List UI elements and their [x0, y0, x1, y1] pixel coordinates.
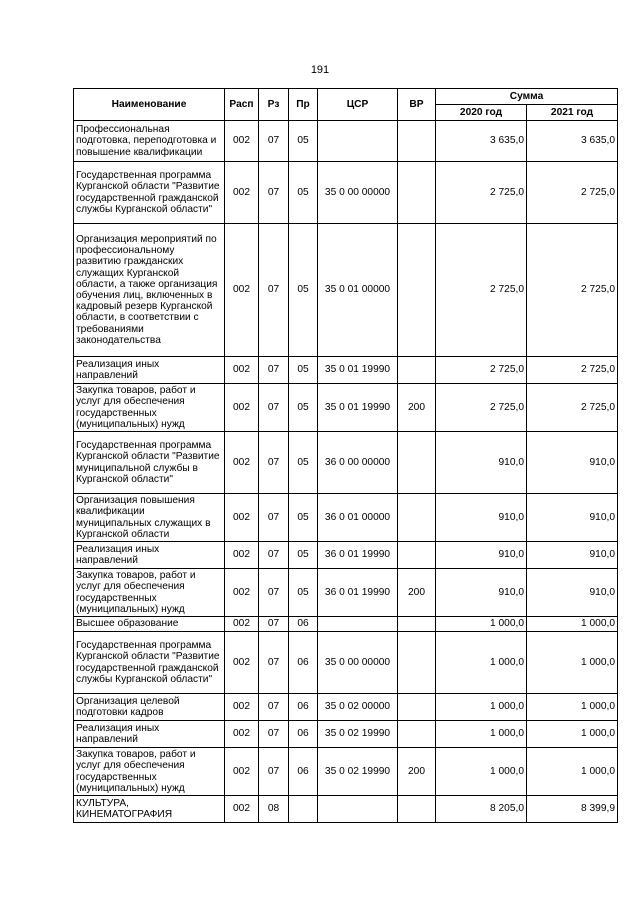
row-rasp: 002	[225, 432, 259, 494]
row-sum-2021: 910,0	[527, 569, 618, 617]
row-sum-2020: 2 725,0	[436, 357, 527, 384]
row-pr: 06	[289, 721, 318, 748]
row-rz: 07	[259, 224, 289, 357]
row-name: Государственная программа Курганской области "Развитие муниципальной службы в Курганской области"	[74, 432, 225, 494]
header-csr: ЦСР	[318, 89, 398, 121]
row-csr: 35 0 01 19990	[318, 357, 398, 384]
row-sum-2020: 910,0	[436, 542, 527, 569]
row-sum-2020: 1 000,0	[436, 632, 527, 694]
row-vr: 200	[398, 384, 436, 432]
row-csr: 35 0 02 00000	[318, 694, 398, 721]
row-sum-2021: 3 635,0	[527, 121, 618, 162]
row-name: Организация целевой подготовки кадров	[74, 694, 225, 721]
budget-table	[73, 88, 618, 823]
row-sum-2020: 2 725,0	[436, 384, 527, 432]
table-row	[74, 694, 618, 721]
row-rz: 07	[259, 721, 289, 748]
row-csr	[318, 121, 398, 162]
row-vr: 200	[398, 748, 436, 796]
row-sum-2020: 2 725,0	[436, 224, 527, 357]
row-vr	[398, 632, 436, 694]
row-csr: 36 0 01 00000	[318, 494, 398, 542]
row-pr: 06	[289, 617, 318, 632]
row-sum-2021: 910,0	[527, 542, 618, 569]
table-row	[74, 632, 618, 694]
row-sum-2021: 1 000,0	[527, 748, 618, 796]
row-sum-2020: 1 000,0	[436, 721, 527, 748]
table-row	[74, 569, 618, 617]
row-pr: 05	[289, 162, 318, 224]
header-name: Наименование	[74, 89, 225, 121]
row-pr	[289, 796, 318, 823]
row-name: Закупка товаров, работ и услуг для обеспечения государственных (муниципальных) нужд	[74, 384, 225, 432]
row-rz: 07	[259, 494, 289, 542]
table-row	[74, 162, 618, 224]
header-rasp: Расп	[225, 89, 259, 121]
row-sum-2020: 2 725,0	[436, 162, 527, 224]
header-year-2021: 2021 год	[527, 105, 618, 121]
row-name: Реализация иных направлений	[74, 721, 225, 748]
row-vr	[398, 494, 436, 542]
row-sum-2020: 1 000,0	[436, 694, 527, 721]
row-rz: 07	[259, 162, 289, 224]
row-sum-2021: 8 399,9	[527, 796, 618, 823]
row-pr: 05	[289, 384, 318, 432]
row-pr: 05	[289, 357, 318, 384]
row-rasp: 002	[225, 542, 259, 569]
row-rasp: 002	[225, 721, 259, 748]
table-row	[74, 384, 618, 432]
row-rz: 07	[259, 432, 289, 494]
row-pr: 06	[289, 632, 318, 694]
row-name: Государственная программа Курганской области "Развитие государственной гражданской службы Курганской области"	[74, 632, 225, 694]
row-rasp: 002	[225, 494, 259, 542]
table-row	[74, 748, 618, 796]
row-csr: 35 0 01 19990	[318, 384, 398, 432]
page-number: 191	[310, 64, 330, 76]
row-sum-2021: 1 000,0	[527, 694, 618, 721]
row-pr: 05	[289, 569, 318, 617]
table-row	[74, 494, 618, 542]
row-sum-2021: 2 725,0	[527, 357, 618, 384]
row-vr	[398, 224, 436, 357]
row-name: Высшее образование	[74, 617, 225, 632]
header-rz: Рз	[259, 89, 289, 121]
table-row	[74, 121, 618, 162]
row-rasp: 002	[225, 162, 259, 224]
header-row	[74, 89, 618, 105]
table-row	[74, 617, 618, 632]
row-name: Профессиональная подготовка, переподготовка и повышение квалификации	[74, 121, 225, 162]
row-name: КУЛЬТУРА, КИНЕМАТОГРАФИЯ	[74, 796, 225, 823]
header-sum: Сумма	[436, 89, 618, 105]
row-vr: 200	[398, 569, 436, 617]
row-sum-2020: 8 205,0	[436, 796, 527, 823]
row-sum-2021: 2 725,0	[527, 384, 618, 432]
row-csr: 36 0 00 00000	[318, 432, 398, 494]
row-csr: 36 0 01 19990	[318, 569, 398, 617]
row-name: Закупка товаров, работ и услуг для обеспечения государственных (муниципальных) нужд	[74, 569, 225, 617]
row-sum-2021: 1 000,0	[527, 721, 618, 748]
row-pr: 06	[289, 748, 318, 796]
row-vr	[398, 357, 436, 384]
row-sum-2021: 1 000,0	[527, 617, 618, 632]
row-rz: 07	[259, 748, 289, 796]
row-name: Закупка товаров, работ и услуг для обеспечения государственных (муниципальных) нужд	[74, 748, 225, 796]
row-sum-2020: 1 000,0	[436, 617, 527, 632]
row-vr	[398, 617, 436, 632]
table-row	[74, 432, 618, 494]
row-vr	[398, 162, 436, 224]
row-rz: 08	[259, 796, 289, 823]
row-vr	[398, 694, 436, 721]
row-sum-2020: 910,0	[436, 569, 527, 617]
row-rasp: 002	[225, 121, 259, 162]
row-csr	[318, 617, 398, 632]
row-rasp: 002	[225, 617, 259, 632]
row-name: Государственная программа Курганской области "Развитие государственной гражданской службы Курганской области"	[74, 162, 225, 224]
row-sum-2020: 1 000,0	[436, 748, 527, 796]
row-rz: 07	[259, 632, 289, 694]
row-rz: 07	[259, 121, 289, 162]
row-name: Реализация иных направлений	[74, 357, 225, 384]
row-pr: 05	[289, 494, 318, 542]
row-csr: 35 0 01 00000	[318, 224, 398, 357]
table-row	[74, 721, 618, 748]
row-rasp: 002	[225, 384, 259, 432]
header-pr: Пр	[289, 89, 318, 121]
header-year-2020: 2020 год	[436, 105, 527, 121]
table-row	[74, 357, 618, 384]
row-sum-2021: 910,0	[527, 494, 618, 542]
table-row	[74, 542, 618, 569]
row-rasp: 002	[225, 748, 259, 796]
row-csr: 35 0 00 00000	[318, 632, 398, 694]
row-rasp: 002	[225, 357, 259, 384]
row-vr	[398, 432, 436, 494]
row-name: Организация повышения квалификации муниципальных служащих в Курганской области	[74, 494, 225, 542]
row-sum-2021: 1 000,0	[527, 632, 618, 694]
row-name: Организация мероприятий по профессиональному развитию гражданских служащих Курганской области, а также организация обучения лиц, включенных в кадровый резерв Курганской области, в соответствии с требованиями законодательства	[74, 224, 225, 357]
row-rz: 07	[259, 569, 289, 617]
row-pr: 05	[289, 542, 318, 569]
row-name: Реализация иных направлений	[74, 542, 225, 569]
row-sum-2021: 2 725,0	[527, 162, 618, 224]
table-row	[74, 224, 618, 357]
row-sum-2020: 3 635,0	[436, 121, 527, 162]
row-csr	[318, 796, 398, 823]
row-sum-2020: 910,0	[436, 494, 527, 542]
row-sum-2021: 910,0	[527, 432, 618, 494]
table-row	[74, 796, 618, 823]
row-rasp: 002	[225, 224, 259, 357]
row-rz: 07	[259, 384, 289, 432]
row-rz: 07	[259, 617, 289, 632]
row-rasp: 002	[225, 632, 259, 694]
row-csr: 36 0 01 19990	[318, 542, 398, 569]
row-pr: 05	[289, 432, 318, 494]
row-vr	[398, 796, 436, 823]
header-vr: ВР	[398, 89, 436, 121]
row-rz: 07	[259, 357, 289, 384]
row-rz: 07	[259, 542, 289, 569]
row-rasp: 002	[225, 694, 259, 721]
row-csr: 35 0 02 19990	[318, 748, 398, 796]
row-rasp: 002	[225, 796, 259, 823]
row-vr	[398, 721, 436, 748]
row-rz: 07	[259, 694, 289, 721]
row-pr: 05	[289, 224, 318, 357]
row-sum-2021: 2 725,0	[527, 224, 618, 357]
row-csr: 35 0 00 00000	[318, 162, 398, 224]
row-vr	[398, 121, 436, 162]
row-pr: 05	[289, 121, 318, 162]
row-rasp: 002	[225, 569, 259, 617]
row-sum-2020: 910,0	[436, 432, 527, 494]
row-vr	[398, 542, 436, 569]
row-pr: 06	[289, 694, 318, 721]
row-csr: 35 0 02 19990	[318, 721, 398, 748]
